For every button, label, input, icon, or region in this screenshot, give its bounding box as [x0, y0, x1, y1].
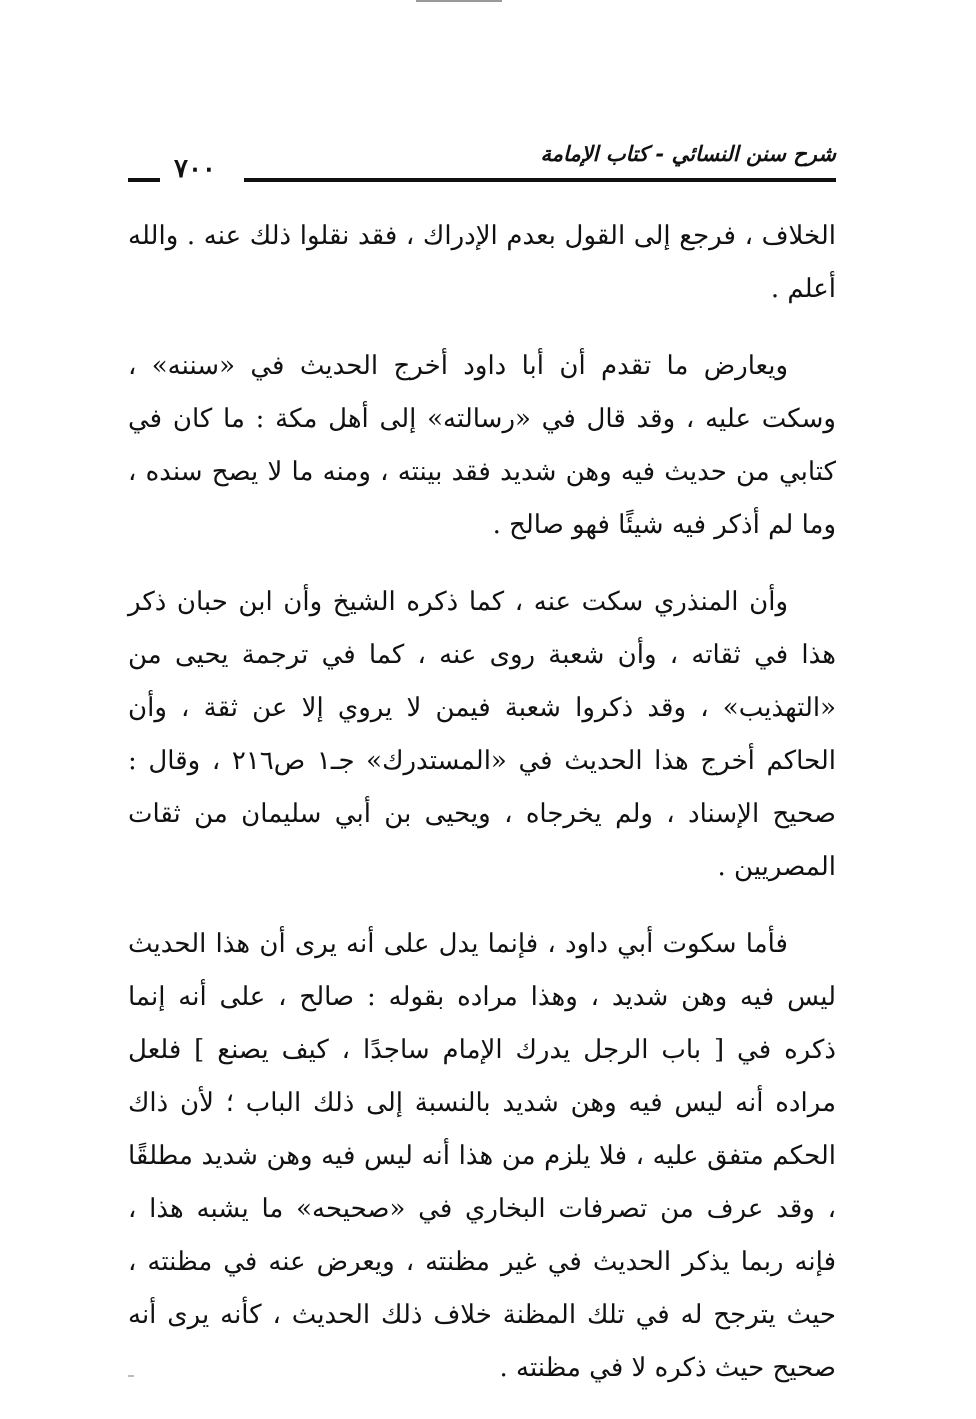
paragraph-2: ويعارض ما تقدم أن أبا داود أخرج الحديث في «سننه» ، وسكت عليه ، وقد قال في «رسالته» إلى أهل مكة : ما كان في كتابي من حديث فيه وهن شديد فقد بينته ، ومنه ما لا يصح سنده ، وما لم أذكر فيه شيئًا فهو صالح .	[128, 351, 836, 540]
header-rule	[244, 178, 836, 182]
paragraph-1: الخلاف ، فرجع إلى القول بعدم الإدراك ، فقد نقلوا ذلك عنه . والله أعلم .	[128, 221, 836, 304]
page-number-dash	[128, 178, 160, 182]
paragraph-3: وأن المنذري سكت عنه ، كما ذكره الشيخ وأن ابن حبان ذكر هذا في ثقاته ، وأن شعبة روى عنه ، كما في ترجمة يحيى من «التهذيب» ، وقد ذكروا شعبة فيمن لا يروي إلا عن ثقة ، وأن الحاكم أخرج هذا الحديث في «المستدرك» جـ١ ص٢١٦ ، وقال : صحيح الإسناد ، ولم يخرجاه ، ويحيى بن أبي سليمان من ثقات المصريين .	[128, 587, 836, 882]
running-title: شرح سنن النسائي - كتاب الإمامة	[540, 142, 836, 166]
scan-mark	[128, 1375, 134, 1377]
page-header	[128, 140, 836, 190]
page-number: ٧٠٠	[174, 154, 216, 184]
body-text	[128, 210, 836, 1419]
paragraph-4: فأما سكوت أبي داود ، فإنما يدل على أنه يرى أن هذا الحديث ليس فيه وهن شديد ، وهذا مراده بقوله : صالح ، على أنه إنما ذكره في [ باب الرجل يدرك الإمام ساجدًا ، كيف يصنع ] فلعل مراده أنه ليس فيه وهن شديد بالنسبة إلى ذلك الباب ؛ لأن ذاك الحكم متفق عليه ، فلا يلزم من هذا أنه ليس فيه وهن شديد مطلقًا ، وقد عرف من تصرفات البخاري في «صحيحه» ما يشبه هذا ، فإنه ربما يذكر الحديث في غير مظنته ، ويعرض عنه في مظنته ، حيث يترجح له في تلك المظنة خلاف ذلك الحديث ، كأنه يرى أنه صحيح حيث ذكره لا في مظنته .	[128, 929, 836, 1383]
top-edge-rule	[416, 0, 502, 2]
